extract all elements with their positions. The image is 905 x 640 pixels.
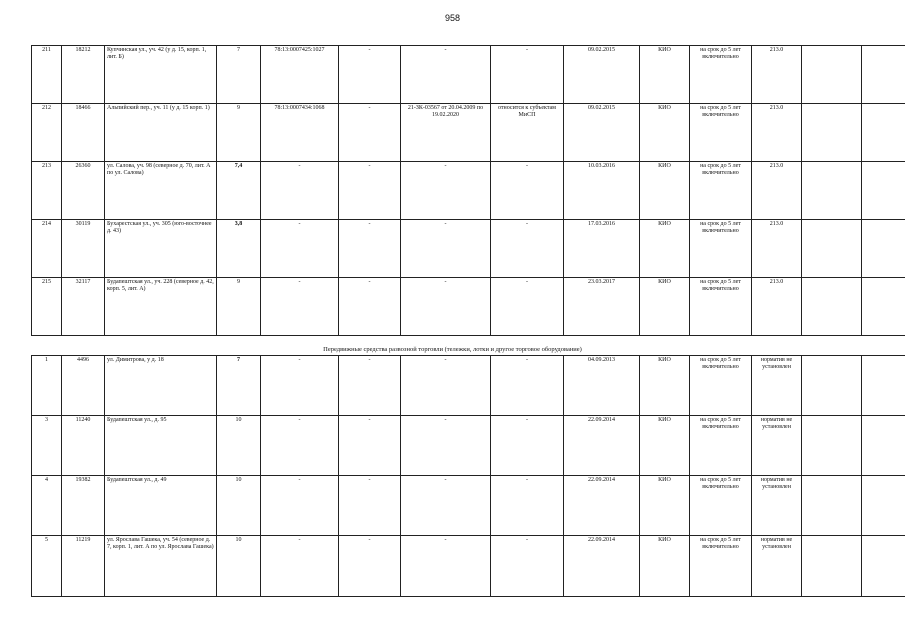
cell-registry-number: 19382 bbox=[62, 476, 105, 536]
cell-inclusion-date: 23.03.2017 bbox=[564, 278, 640, 336]
cell-address: Будапештская ул., д. 95 bbox=[105, 416, 217, 476]
cell-row-number: 214 bbox=[32, 220, 62, 278]
cell-row-number: 1 bbox=[32, 356, 62, 416]
table-bottom-body bbox=[32, 356, 905, 597]
cell-col-14 bbox=[862, 278, 905, 336]
cell-cadastral-number: 78:13:0007434:1068 bbox=[261, 104, 339, 162]
cell-norm: 213.0 bbox=[752, 104, 802, 162]
cell-col-14 bbox=[862, 476, 905, 536]
cell-cadastral-number: - bbox=[261, 536, 339, 597]
cell-term: на срок до 5 лет включительно bbox=[690, 220, 752, 278]
cell-col-14 bbox=[862, 416, 905, 476]
cell-inclusion-date: 22.09.2014 bbox=[564, 476, 640, 536]
cell-area: 10 bbox=[217, 416, 261, 476]
cell-address: Альпийский пер., уч. 11 (у д. 15 корп. 1) bbox=[105, 104, 217, 162]
cell-authority: КИО bbox=[640, 162, 690, 220]
cell-contract: 21-ЗК-03567 от 20.04.2009 по 19.02.2020 bbox=[401, 104, 491, 162]
cell-row-number: 4 bbox=[32, 476, 62, 536]
cell-authority: КИО bbox=[640, 278, 690, 336]
cell-registry-number: 18212 bbox=[62, 46, 105, 104]
cell-address: Бухарестская ул., уч. 305 (юго-восточнее д. 43) bbox=[105, 220, 217, 278]
placement-table-top bbox=[31, 45, 905, 336]
cell-col-14 bbox=[862, 356, 905, 416]
table-row bbox=[32, 162, 905, 220]
cell-norm: норматив не установлен bbox=[752, 536, 802, 597]
cell-row-number: 212 bbox=[32, 104, 62, 162]
cell-row-number: 211 bbox=[32, 46, 62, 104]
cell-col-14 bbox=[862, 220, 905, 278]
cell-col-6: - bbox=[339, 46, 401, 104]
cell-term: на срок до 5 лет включительно bbox=[690, 416, 752, 476]
cell-registry-number: 26360 bbox=[62, 162, 105, 220]
cell-col-6: - bbox=[339, 356, 401, 416]
cell-col-14 bbox=[862, 536, 905, 597]
cell-contract: - bbox=[401, 416, 491, 476]
cell-col-13 bbox=[802, 356, 862, 416]
cell-row-number: 3 bbox=[32, 416, 62, 476]
cell-area: 9 bbox=[217, 278, 261, 336]
table-row bbox=[32, 476, 905, 536]
cell-authority: КИО bbox=[640, 476, 690, 536]
table-row bbox=[32, 416, 905, 476]
table-row bbox=[32, 46, 905, 104]
cell-cadastral-number: - bbox=[261, 162, 339, 220]
cell-address: Купчинская ул., уч. 42 (у д. 15, корп. 1, лит. Б) bbox=[105, 46, 217, 104]
cell-inclusion-date: 10.03.2016 bbox=[564, 162, 640, 220]
cell-cadastral-number: - bbox=[261, 278, 339, 336]
cell-smb-status: - bbox=[491, 220, 564, 278]
cell-term: на срок до 5 лет включительно bbox=[690, 162, 752, 220]
cell-contract: - bbox=[401, 536, 491, 597]
cell-cadastral-number: - bbox=[261, 476, 339, 536]
cell-norm: 213.0 bbox=[752, 220, 802, 278]
cell-inclusion-date: 04.09.2013 bbox=[564, 356, 640, 416]
cell-authority: КИО bbox=[640, 356, 690, 416]
cell-contract: - bbox=[401, 476, 491, 536]
cell-address: ул. Салова, уч. 98 (северное д. 70, лит. А по ул. Салова) bbox=[105, 162, 217, 220]
cell-term: на срок до 5 лет включительно bbox=[690, 536, 752, 597]
cell-term: на срок до 5 лет включительно bbox=[690, 104, 752, 162]
cell-col-13 bbox=[802, 220, 862, 278]
table-top-body bbox=[32, 46, 905, 336]
cell-contract: - bbox=[401, 356, 491, 416]
cell-authority: КИО bbox=[640, 46, 690, 104]
placement-table-bottom bbox=[31, 355, 905, 597]
cell-col-6: - bbox=[339, 476, 401, 536]
cell-norm: норматив не установлен bbox=[752, 476, 802, 536]
cell-area: 10 bbox=[217, 476, 261, 536]
cell-norm: 213.0 bbox=[752, 46, 802, 104]
cell-row-number: 213 bbox=[32, 162, 62, 220]
cell-col-13 bbox=[802, 476, 862, 536]
table-row bbox=[32, 278, 905, 336]
table-row bbox=[32, 356, 905, 416]
cell-contract: - bbox=[401, 46, 491, 104]
cell-term: на срок до 5 лет включительно bbox=[690, 356, 752, 416]
cell-registry-number: 11240 bbox=[62, 416, 105, 476]
cell-authority: КИО bbox=[640, 220, 690, 278]
cell-col-6: - bbox=[339, 162, 401, 220]
cell-smb-status: - bbox=[491, 476, 564, 536]
cell-col-13 bbox=[802, 278, 862, 336]
cell-contract: - bbox=[401, 220, 491, 278]
cell-cadastral-number: 78:13:0007425:1027 bbox=[261, 46, 339, 104]
cell-col-13 bbox=[802, 104, 862, 162]
cell-col-14 bbox=[862, 104, 905, 162]
page-number: 958 bbox=[444, 13, 461, 23]
cell-row-number: 5 bbox=[32, 536, 62, 597]
cell-authority: КИО bbox=[640, 104, 690, 162]
cell-registry-number: 11219 bbox=[62, 536, 105, 597]
cell-registry-number: 30119 bbox=[62, 220, 105, 278]
cell-norm: норматив не установлен bbox=[752, 416, 802, 476]
cell-col-13 bbox=[802, 162, 862, 220]
cell-col-14 bbox=[862, 162, 905, 220]
cell-contract: - bbox=[401, 278, 491, 336]
cell-col-14 bbox=[862, 46, 905, 104]
cell-address: ул. Ярослава Гашека, уч. 54 (северное д. 7, корп. 1, лит. А по ул. Ярослава Гашека) bbox=[105, 536, 217, 597]
cell-col-6: - bbox=[339, 220, 401, 278]
cell-smb-status: - bbox=[491, 46, 564, 104]
cell-inclusion-date: 17.03.2016 bbox=[564, 220, 640, 278]
cell-col-6: - bbox=[339, 536, 401, 597]
cell-contract: - bbox=[401, 162, 491, 220]
cell-smb-status: - bbox=[491, 162, 564, 220]
table-row bbox=[32, 220, 905, 278]
cell-registry-number: 32117 bbox=[62, 278, 105, 336]
cell-smb-status: - bbox=[491, 416, 564, 476]
cell-col-6: - bbox=[339, 278, 401, 336]
cell-address: ул. Димитрова, у д. 18 bbox=[105, 356, 217, 416]
cell-authority: КИО bbox=[640, 536, 690, 597]
table-row bbox=[32, 536, 905, 597]
cell-norm: 213.0 bbox=[752, 162, 802, 220]
cell-smb-status: - bbox=[491, 356, 564, 416]
cell-area: 7 bbox=[217, 356, 261, 416]
cell-col-13 bbox=[802, 46, 862, 104]
table-row bbox=[32, 104, 905, 162]
cell-cadastral-number: - bbox=[261, 356, 339, 416]
cell-cadastral-number: - bbox=[261, 416, 339, 476]
cell-smb-status: - bbox=[491, 536, 564, 597]
cell-col-13 bbox=[802, 416, 862, 476]
cell-row-number: 215 bbox=[32, 278, 62, 336]
cell-inclusion-date: 09.02.2015 bbox=[564, 104, 640, 162]
cell-area: 7,4 bbox=[217, 162, 261, 220]
cell-norm: норматив не установлен bbox=[752, 356, 802, 416]
cell-area: 3,8 bbox=[217, 220, 261, 278]
cell-term: на срок до 5 лет включительно bbox=[690, 278, 752, 336]
cell-inclusion-date: 22.09.2014 bbox=[564, 416, 640, 476]
cell-registry-number: 18466 bbox=[62, 104, 105, 162]
cell-inclusion-date: 09.02.2015 bbox=[564, 46, 640, 104]
cell-address: Будапештская ул., уч. 228 (северное д. 42, корп. 5, лит. А) bbox=[105, 278, 217, 336]
cell-smb-status: относится к субъектам МиСП bbox=[491, 104, 564, 162]
cell-authority: КИО bbox=[640, 416, 690, 476]
cell-col-13 bbox=[802, 536, 862, 597]
cell-col-6: - bbox=[339, 104, 401, 162]
cell-cadastral-number: - bbox=[261, 220, 339, 278]
cell-term: на срок до 5 лет включительно bbox=[690, 476, 752, 536]
cell-smb-status: - bbox=[491, 278, 564, 336]
section-title: Передвижные средства развозной торговли (тележки, лотки и другое торговое оборудование) bbox=[323, 346, 582, 353]
cell-area: 9 bbox=[217, 104, 261, 162]
cell-area: 7 bbox=[217, 46, 261, 104]
cell-address: Будапештская ул., д. 49 bbox=[105, 476, 217, 536]
cell-registry-number: 4496 bbox=[62, 356, 105, 416]
cell-norm: 213.0 bbox=[752, 278, 802, 336]
cell-inclusion-date: 22.09.2014 bbox=[564, 536, 640, 597]
cell-col-6: - bbox=[339, 416, 401, 476]
cell-area: 10 bbox=[217, 536, 261, 597]
cell-term: на срок до 5 лет включительно bbox=[690, 46, 752, 104]
